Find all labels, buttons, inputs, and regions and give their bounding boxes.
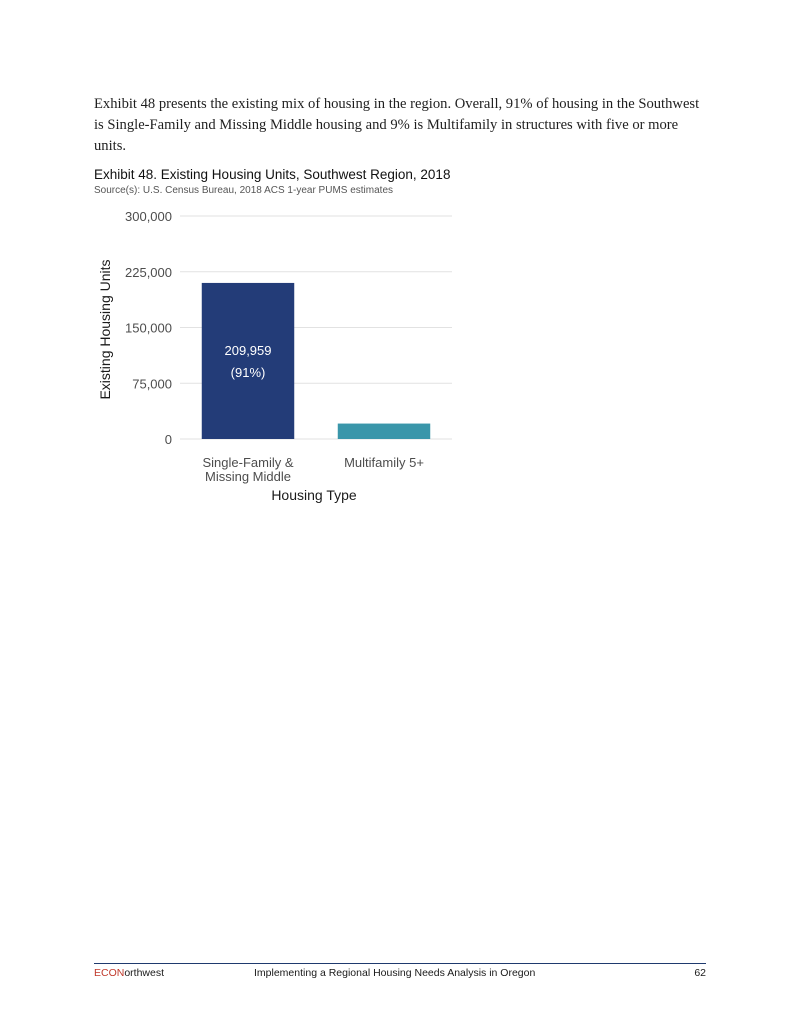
x-axis-title: Housing Type: [271, 487, 357, 503]
x-tick-label: Single-Family &: [202, 455, 294, 470]
exhibit-title: Exhibit 48. Existing Housing Units, Southwest Region, 2018: [94, 167, 451, 182]
bar-data-label: (91%): [230, 364, 266, 380]
y-tick-label: 0: [164, 432, 172, 447]
bar: [202, 283, 294, 439]
footer-brand-rest: orthwest: [124, 967, 165, 979]
footer-brand: [94, 967, 164, 979]
y-tick-label: 75,000: [132, 376, 172, 392]
bar-data-label: 209,959: [224, 342, 272, 358]
y-axis-title: Existing Housing Units: [97, 259, 113, 400]
footer-page-number: 62: [694, 967, 706, 979]
footer-divider: [94, 963, 706, 964]
intro-paragraph: Exhibit 48 presents the existing mix of housing in the region. Overall, 91% of housing in the Southwest is Single-Family and Missing Middle housing and 9% is Multifamily in structures with five or more units.: [94, 96, 700, 154]
x-tick-label: Missing Middle: [205, 469, 291, 484]
exhibit-source: Source(s): U.S. Census Bureau, 2018 ACS 1-year PUMS estimates: [94, 185, 394, 196]
y-tick-label: 150,000: [125, 320, 172, 336]
bar: [338, 424, 430, 439]
footer-document-title: Implementing a Regional Housing Needs Analysis in Oregon: [254, 967, 536, 979]
page-footer: [94, 967, 706, 981]
y-tick-label: 225,000: [125, 264, 172, 280]
x-tick-label: Multifamily 5+: [344, 455, 424, 470]
footer-brand-econ: ECON: [94, 967, 125, 979]
y-tick-label: 300,000: [125, 209, 172, 224]
